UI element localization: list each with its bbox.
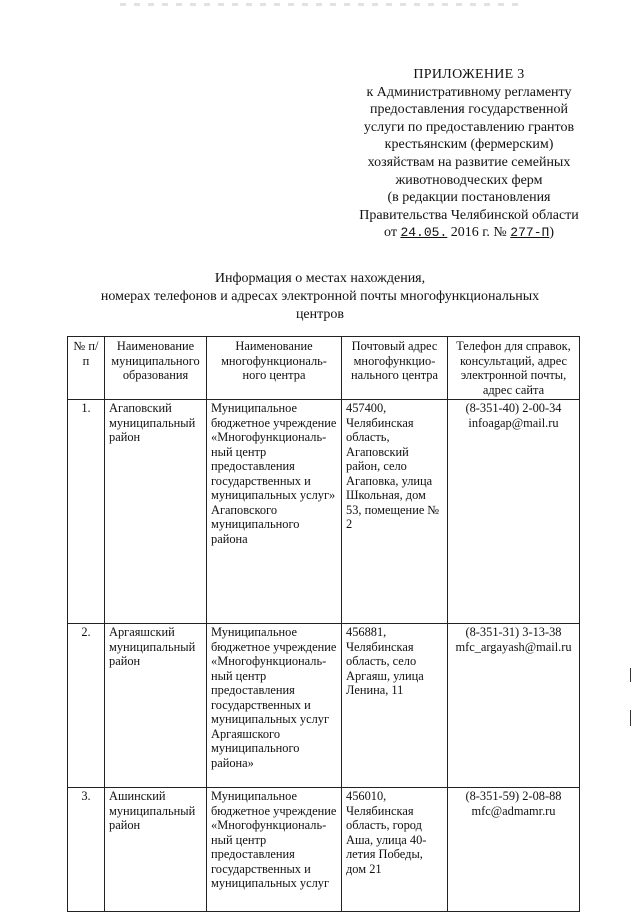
row-contacts [448,400,580,624]
mfc-table [67,336,580,912]
row-address: 456010, Челябинская область, город Аша, улица 40-летия Победы, дом 21 [342,788,448,912]
row-email: mfc@admamr.ru [471,803,556,818]
annex-block [344,66,594,242]
annex-line: услуги по предоставлению грантов [363,119,575,135]
scan-margin-mark [630,668,631,682]
annex-line: животноводческих ферм [395,172,543,188]
row-address: 457400, Челябинская область, Агаповский район, село Агаповка, улица Школьная, дом 53, помещение № 2 [342,400,448,624]
date-suffix: ) [549,225,554,241]
row-municipality: Ашинский муниципальный район [105,788,207,912]
table-row [68,788,580,912]
date-prefix: от [384,225,397,241]
header-center: Наименование многофункциональ-ного центра [207,337,342,400]
row-phone: (8-351-59) 2-08-88 [465,789,562,803]
scan-artifact [120,3,520,6]
row-email: mfc_argayash@mail.ru [455,639,572,654]
row-center: Муниципальное бюджетное учреждение «Многофункциональ-ный центр предоставления государственных и муниципальных услуг [207,788,342,912]
row-phone: (8-351-40) 2-00-34 [465,401,562,415]
annex-line: Правительства Челябинской области [359,207,579,223]
heading-line: центров [295,307,345,322]
header-phone: Телефон для справок, консультаций, адрес электронной почты, адрес сайта [448,337,580,400]
header-address: Почтовый адрес многофункцио-нального центра [342,337,448,400]
row-num: 1. [68,400,105,624]
row-center: Муниципальное бюджетное учреждение «Многофункциональ-ный центр предоставления государственных и муниципальных услуг Аргаяшского муниципального района» [207,624,342,788]
row-municipality: Аргаяшский муниципальный район [105,624,207,788]
annex-title: ПРИЛОЖЕНИЕ 3 [413,67,525,82]
header-num: № п/п [68,337,105,400]
row-email: infoagap@mail.ru [468,415,559,430]
table-row [68,624,580,788]
annex-date-line [344,224,594,242]
date-value: 24.05. [400,225,448,241]
row-phone: (8-351-31) 3-13-38 [465,625,562,639]
annex-line: хозяйствам на развитие семейных [367,154,571,170]
scan-margin-mark [630,710,631,726]
annex-line: предоставления государственной [369,102,569,118]
doc-number: 277-П [510,225,550,241]
header-municipality: Наименование муниципального образования [105,337,207,400]
table-header-row [68,337,580,400]
date-year: 2016 г. № [450,225,507,241]
row-num: 2. [68,624,105,788]
document-heading [60,270,580,324]
heading-line: Информация о местах нахождения, [214,271,426,286]
annex-line: (в редакции постановления [387,190,551,206]
annex-line: крестьянским (фермерским) [384,137,554,153]
row-municipality: Агаповский муниципальный район [105,400,207,624]
row-num: 3. [68,788,105,912]
row-contacts [448,788,580,912]
annex-line: к Административному регламенту [366,84,572,100]
row-address: 456881, Челябинская область, село Аргаяш, улица Ленина, 11 [342,624,448,788]
row-contacts [448,624,580,788]
row-center: Муниципальное бюджетное учреждение «Многофункциональ-ный центр предоставления государственных и муниципальных услуг» Агаповского муниципального района [207,400,342,624]
table-row [68,400,580,624]
heading-line: номерах телефонов и адресах электронной почты многофункциональных [100,289,540,304]
